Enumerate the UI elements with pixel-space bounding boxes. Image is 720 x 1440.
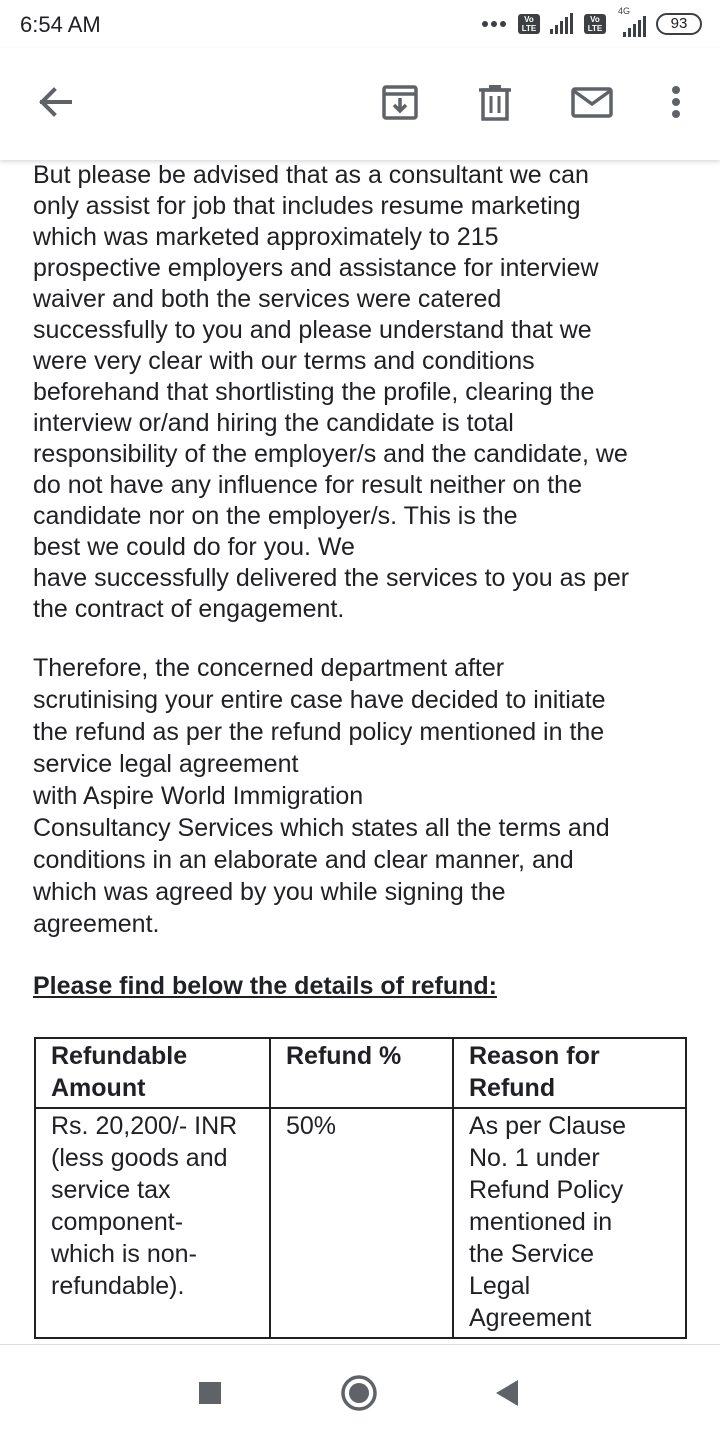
mark-unread-button[interactable] <box>568 78 616 126</box>
text-line: But please be advised that as a consultant we can <box>33 161 589 189</box>
battery-indicator: 93 <box>656 13 702 35</box>
text-line: conditions in an elaborate and clear manner, and <box>33 846 574 874</box>
header-refundable-amount: Refundable Amount <box>35 1038 270 1108</box>
text-line: the refund as per the refund policy mentioned in the <box>33 718 605 746</box>
text-line: candidate nor on the employer/s. This is the <box>33 502 518 530</box>
text-line: the contract of engagement. <box>33 595 345 623</box>
cell-refundable-amount: Rs. 20,200/- INR (less goods and service tax component- which is non- refundable). <box>35 1108 270 1338</box>
table-header-row <box>35 1038 686 1108</box>
system-back-button[interactable] <box>487 1373 527 1413</box>
text-line: scrutinising your entire case have decided to initiate <box>33 686 606 714</box>
text-line: were very clear with our terms and conditions <box>33 347 535 375</box>
header-refund-percent: Refund % <box>270 1038 453 1108</box>
message-toolbar <box>0 48 720 160</box>
text-line: Therefore, the concerned department after <box>33 654 505 682</box>
text-line: do not have any influence for result neither on the <box>33 471 582 499</box>
text-line: best we could do for you. We <box>33 533 355 561</box>
text-line: which was marketed approximately to 215 <box>33 223 499 251</box>
delete-button[interactable] <box>471 78 519 126</box>
network-type-label: 4G <box>618 6 631 16</box>
triangle-back-icon <box>492 1378 522 1408</box>
text-line: have successfully delivered the services to you as per <box>33 564 630 592</box>
home-button[interactable] <box>339 1373 379 1413</box>
table-row <box>35 1108 686 1338</box>
recents-button[interactable] <box>190 1373 230 1413</box>
notification-dots-icon <box>482 21 506 27</box>
refund-details-heading: Please find below the details of refund: <box>33 972 497 1000</box>
text-line: prospective employers and assistance for interview <box>33 254 599 282</box>
signal-sim1-icon <box>548 13 576 35</box>
text-line: which was agreed by you while signing the <box>33 878 506 906</box>
refund-table <box>34 1037 687 1339</box>
text-line: successfully to you and please understand that we <box>33 316 592 344</box>
text-line: Consultancy Services which states all the terms and <box>33 814 610 842</box>
text-line: agreement. <box>33 910 160 938</box>
message-paragraph-2 <box>33 652 698 940</box>
back-button[interactable] <box>31 78 79 126</box>
arrow-left-icon <box>35 82 75 122</box>
text-line: waiver and both the services were catered <box>33 285 502 313</box>
text-line: service legal agreement <box>33 750 299 778</box>
system-navigation-bar <box>0 1344 720 1440</box>
text-line: beforehand that shortlisting the profile, clearing the <box>33 378 595 406</box>
text-line: only assist for job that includes resume marketing <box>33 192 581 220</box>
volte-badge-sim2: Vo LTE <box>584 14 606 34</box>
archive-button[interactable] <box>376 78 424 126</box>
cell-reason-for-refund: As per Clause No. 1 under Refund Policy mentioned in the Service Legal Agreement <box>453 1108 686 1338</box>
more-vertical-icon <box>666 82 686 122</box>
text-line: responsibility of the employer/s and the candidate, we <box>33 440 628 468</box>
message-body[interactable] <box>0 160 720 1344</box>
status-bar <box>0 0 720 48</box>
volte-badge-sim1: Vo LTE <box>518 14 540 34</box>
more-options-button[interactable] <box>652 78 700 126</box>
square-recents-icon <box>198 1381 222 1405</box>
message-paragraph-1 <box>33 160 698 625</box>
mail-icon <box>570 82 614 122</box>
signal-sim2-icon <box>614 6 648 38</box>
status-time: 6:54 AM <box>20 12 101 37</box>
status-icons <box>482 6 702 38</box>
text-line: interview or/and hiring the candidate is total <box>33 409 514 437</box>
circle-home-icon <box>339 1373 379 1413</box>
trash-icon <box>475 82 515 122</box>
archive-icon <box>380 82 420 122</box>
cell-refund-percent: 50% <box>270 1108 453 1338</box>
header-reason-for-refund: Reason for Refund <box>453 1038 686 1108</box>
text-line: with Aspire World Immigration <box>33 782 364 810</box>
